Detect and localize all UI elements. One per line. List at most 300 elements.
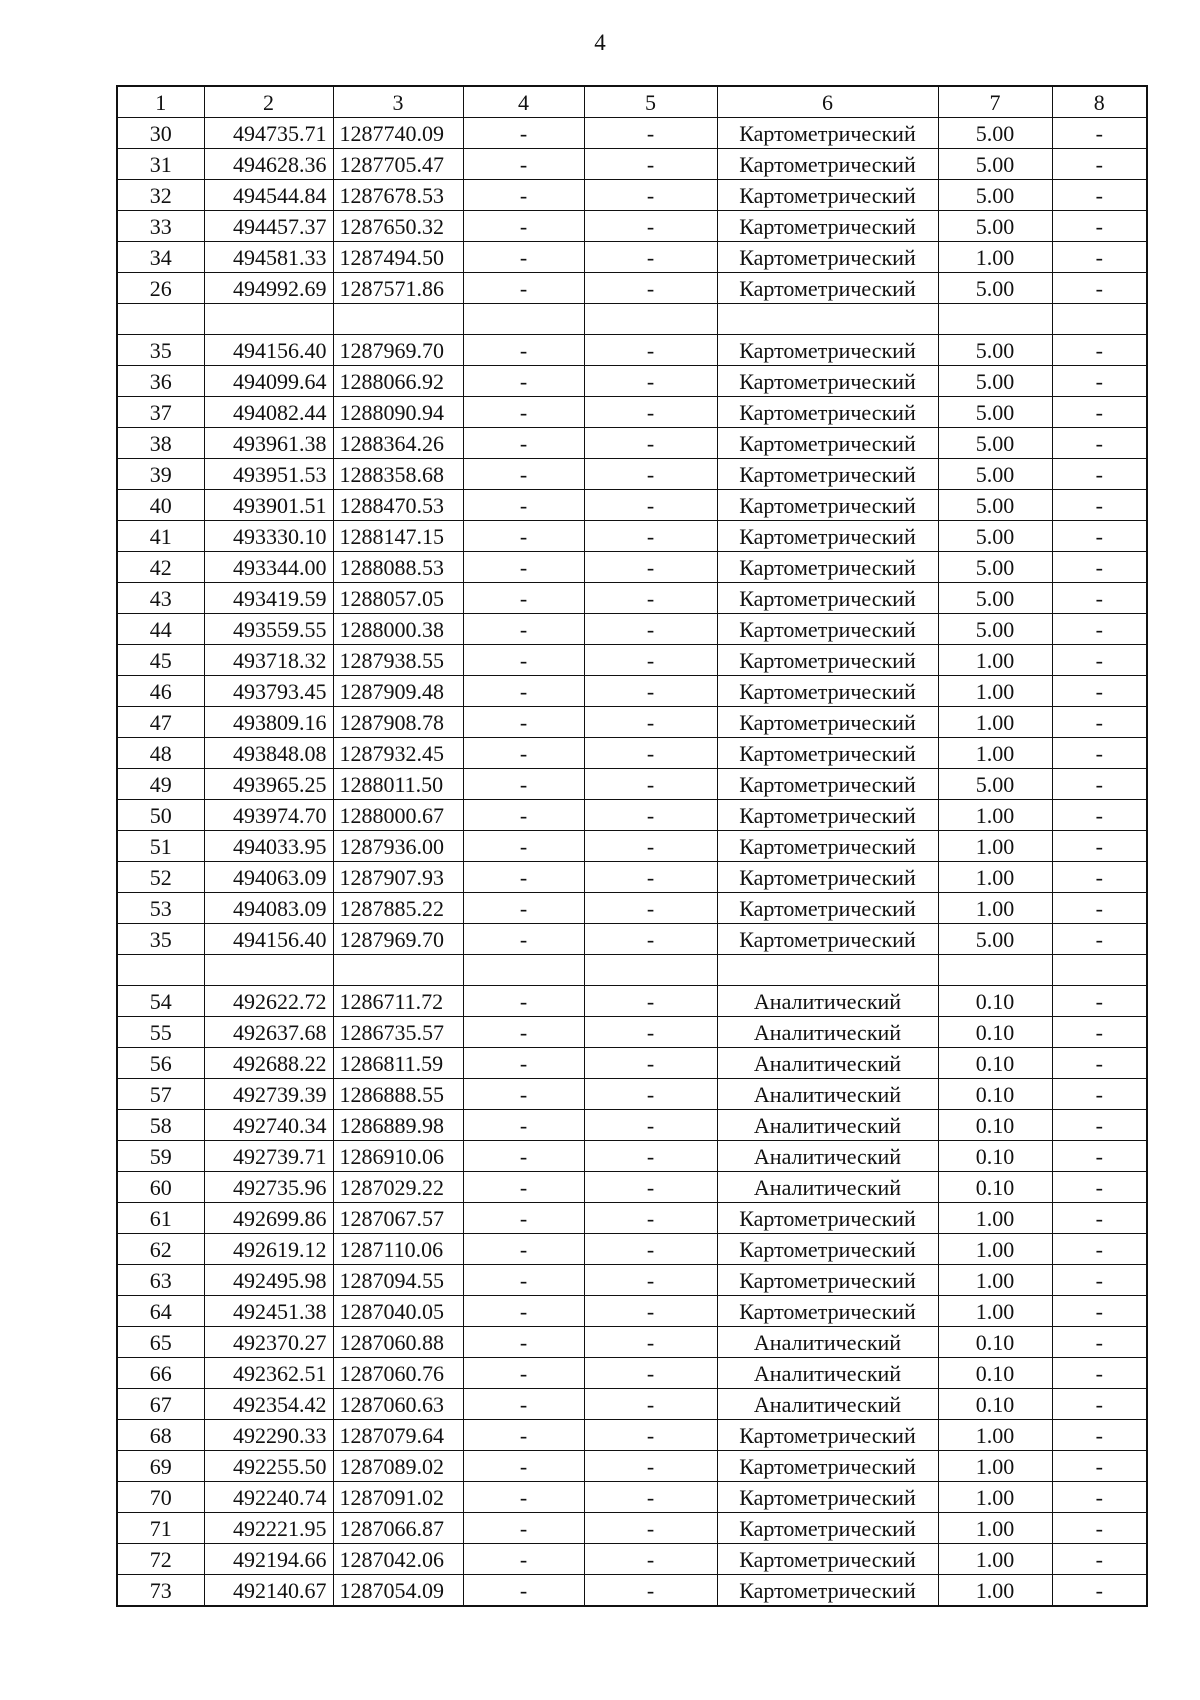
cell-accuracy: 0.10 xyxy=(938,1389,1052,1420)
table-row xyxy=(117,1234,1147,1265)
cell-col-5: - xyxy=(584,1482,717,1513)
cell-method: Картометрический xyxy=(717,1420,938,1451)
cell-col-5: - xyxy=(584,614,717,645)
cell-accuracy xyxy=(938,304,1052,335)
cell-point-number: 70 xyxy=(117,1482,204,1513)
cell-col-8: - xyxy=(1052,893,1147,924)
table-row xyxy=(117,242,1147,273)
cell-coord-y: 1288090.94 xyxy=(333,397,463,428)
table-row xyxy=(117,707,1147,738)
cell-col-5: - xyxy=(584,149,717,180)
cell-coord-x: 492495.98 xyxy=(204,1265,333,1296)
cell-coord-y: 1288011.50 xyxy=(333,769,463,800)
cell-point-number: 52 xyxy=(117,862,204,893)
cell-coord-x: 494992.69 xyxy=(204,273,333,304)
table-row xyxy=(117,1265,1147,1296)
cell-col-8: - xyxy=(1052,676,1147,707)
header-cell-coord-x: 2 xyxy=(204,86,333,118)
cell-point-number: 56 xyxy=(117,1048,204,1079)
table-row xyxy=(117,1451,1147,1482)
cell-method: Картометрический xyxy=(717,149,938,180)
cell-col-4: - xyxy=(463,862,584,893)
cell-method: Картометрический xyxy=(717,1544,938,1575)
table-row xyxy=(117,676,1147,707)
cell-point-number: 34 xyxy=(117,242,204,273)
cell-coord-y: 1287060.76 xyxy=(333,1358,463,1389)
cell-point-number: 54 xyxy=(117,986,204,1017)
cell-coord-x: 492735.96 xyxy=(204,1172,333,1203)
cell-coord-y: 1288000.67 xyxy=(333,800,463,831)
cell-coord-y: 1288057.05 xyxy=(333,583,463,614)
header-cell-coord-y: 3 xyxy=(333,86,463,118)
cell-coord-x xyxy=(204,304,333,335)
cell-coord-y: 1287094.55 xyxy=(333,1265,463,1296)
cell-col-5: - xyxy=(584,862,717,893)
cell-coord-y: 1286888.55 xyxy=(333,1079,463,1110)
cell-point-number: 36 xyxy=(117,366,204,397)
cell-point-number: 49 xyxy=(117,769,204,800)
cell-accuracy: 0.10 xyxy=(938,1172,1052,1203)
cell-accuracy: 5.00 xyxy=(938,211,1052,242)
table-row xyxy=(117,1017,1147,1048)
cell-accuracy: 5.00 xyxy=(938,769,1052,800)
cell-accuracy: 1.00 xyxy=(938,1420,1052,1451)
cell-method: Картометрический xyxy=(717,862,938,893)
cell-method: Картометрический xyxy=(717,893,938,924)
cell-coord-x: 492362.51 xyxy=(204,1358,333,1389)
cell-accuracy: 5.00 xyxy=(938,614,1052,645)
cell-col-8: - xyxy=(1052,1389,1147,1420)
cell-col-8: - xyxy=(1052,738,1147,769)
cell-method: Картометрический xyxy=(717,800,938,831)
cell-col-4: - xyxy=(463,1172,584,1203)
cell-coord-y: 1287969.70 xyxy=(333,335,463,366)
table-row xyxy=(117,1110,1147,1141)
cell-coord-y: 1288470.53 xyxy=(333,490,463,521)
cell-col-5: - xyxy=(584,242,717,273)
table-row xyxy=(117,862,1147,893)
cell-col-4: - xyxy=(463,986,584,1017)
cell-col-8: - xyxy=(1052,583,1147,614)
table-row xyxy=(117,521,1147,552)
cell-accuracy: 5.00 xyxy=(938,583,1052,614)
cell-accuracy: 1.00 xyxy=(938,1234,1052,1265)
cell-coord-y: 1287907.93 xyxy=(333,862,463,893)
table-row xyxy=(117,1296,1147,1327)
coordinates-table xyxy=(116,85,1148,1607)
table-row xyxy=(117,924,1147,955)
cell-method: Картометрический xyxy=(717,118,938,149)
cell-method: Картометрический xyxy=(717,521,938,552)
cell-coord-x: 492451.38 xyxy=(204,1296,333,1327)
header-cell-col-8: 8 xyxy=(1052,86,1147,118)
cell-coord-y: 1287079.64 xyxy=(333,1420,463,1451)
cell-point-number: 42 xyxy=(117,552,204,583)
cell-col-8: - xyxy=(1052,862,1147,893)
cell-col-5: - xyxy=(584,986,717,1017)
table-row xyxy=(117,304,1147,335)
cell-col-4 xyxy=(463,955,584,986)
cell-accuracy: 0.10 xyxy=(938,1358,1052,1389)
cell-coord-x: 493848.08 xyxy=(204,738,333,769)
cell-method xyxy=(717,304,938,335)
table-row xyxy=(117,149,1147,180)
header-row xyxy=(117,86,1147,118)
cell-col-4: - xyxy=(463,1451,584,1482)
cell-coord-y: 1288088.53 xyxy=(333,552,463,583)
cell-col-8: - xyxy=(1052,1265,1147,1296)
cell-coord-y xyxy=(333,955,463,986)
cell-col-5: - xyxy=(584,707,717,738)
table-row xyxy=(117,211,1147,242)
cell-accuracy xyxy=(938,955,1052,986)
cell-col-8 xyxy=(1052,304,1147,335)
cell-accuracy: 5.00 xyxy=(938,490,1052,521)
cell-col-4: - xyxy=(463,1110,584,1141)
cell-col-5: - xyxy=(584,1451,717,1482)
cell-method: Картометрический xyxy=(717,335,938,366)
cell-point-number: 26 xyxy=(117,273,204,304)
table-row xyxy=(117,552,1147,583)
cell-col-4: - xyxy=(463,707,584,738)
cell-point-number: 43 xyxy=(117,583,204,614)
cell-col-4: - xyxy=(463,273,584,304)
cell-col-8: - xyxy=(1052,769,1147,800)
cell-col-4 xyxy=(463,304,584,335)
cell-coord-x: 492370.27 xyxy=(204,1327,333,1358)
cell-col-5: - xyxy=(584,1172,717,1203)
cell-col-8 xyxy=(1052,955,1147,986)
cell-coord-x: 492740.34 xyxy=(204,1110,333,1141)
cell-col-8: - xyxy=(1052,1296,1147,1327)
cell-col-5: - xyxy=(584,521,717,552)
table-row xyxy=(117,366,1147,397)
cell-col-5: - xyxy=(584,1017,717,1048)
table-row xyxy=(117,118,1147,149)
cell-col-5: - xyxy=(584,1079,717,1110)
cell-coord-y: 1287029.22 xyxy=(333,1172,463,1203)
cell-col-4: - xyxy=(463,1048,584,1079)
cell-method: Картометрический xyxy=(717,242,938,273)
cell-col-8: - xyxy=(1052,1017,1147,1048)
cell-col-4: - xyxy=(463,738,584,769)
table-row xyxy=(117,1203,1147,1234)
cell-col-5: - xyxy=(584,1327,717,1358)
cell-accuracy: 1.00 xyxy=(938,1575,1052,1607)
cell-accuracy: 1.00 xyxy=(938,645,1052,676)
cell-coord-x: 494082.44 xyxy=(204,397,333,428)
cell-coord-x: 492688.22 xyxy=(204,1048,333,1079)
cell-col-8: - xyxy=(1052,490,1147,521)
cell-coord-y: 1287060.88 xyxy=(333,1327,463,1358)
cell-accuracy: 1.00 xyxy=(938,862,1052,893)
cell-col-8: - xyxy=(1052,800,1147,831)
cell-coord-x: 494033.95 xyxy=(204,831,333,862)
cell-col-4: - xyxy=(463,149,584,180)
cell-col-4: - xyxy=(463,614,584,645)
cell-coord-y: 1287042.06 xyxy=(333,1544,463,1575)
cell-accuracy: 1.00 xyxy=(938,242,1052,273)
cell-method: Картометрический xyxy=(717,583,938,614)
cell-method: Аналитический xyxy=(717,1079,938,1110)
cell-col-5: - xyxy=(584,1420,717,1451)
table-row xyxy=(117,459,1147,490)
cell-col-4: - xyxy=(463,1079,584,1110)
cell-method: Картометрический xyxy=(717,614,938,645)
cell-point-number: 40 xyxy=(117,490,204,521)
cell-coord-x: 492290.33 xyxy=(204,1420,333,1451)
cell-accuracy: 5.00 xyxy=(938,149,1052,180)
cell-col-5: - xyxy=(584,769,717,800)
cell-coord-y: 1287705.47 xyxy=(333,149,463,180)
cell-coord-x: 492255.50 xyxy=(204,1451,333,1482)
cell-method: Картометрический xyxy=(717,366,938,397)
table-row xyxy=(117,1048,1147,1079)
cell-col-8: - xyxy=(1052,397,1147,428)
cell-accuracy: 1.00 xyxy=(938,1203,1052,1234)
cell-point-number: 55 xyxy=(117,1017,204,1048)
cell-coord-x: 494083.09 xyxy=(204,893,333,924)
cell-col-5: - xyxy=(584,118,717,149)
cell-col-5: - xyxy=(584,1265,717,1296)
cell-col-4: - xyxy=(463,583,584,614)
cell-coord-y: 1287678.53 xyxy=(333,180,463,211)
cell-col-4: - xyxy=(463,1358,584,1389)
cell-accuracy: 1.00 xyxy=(938,1544,1052,1575)
cell-col-8: - xyxy=(1052,242,1147,273)
cell-point-number: 39 xyxy=(117,459,204,490)
cell-coord-y: 1287091.02 xyxy=(333,1482,463,1513)
cell-point-number: 68 xyxy=(117,1420,204,1451)
cell-col-4: - xyxy=(463,428,584,459)
cell-coord-x: 494156.40 xyxy=(204,924,333,955)
table-row xyxy=(117,1420,1147,1451)
table-row xyxy=(117,769,1147,800)
cell-point-number: 61 xyxy=(117,1203,204,1234)
cell-col-5: - xyxy=(584,335,717,366)
cell-coord-x: 492739.39 xyxy=(204,1079,333,1110)
cell-coord-y: 1287909.48 xyxy=(333,676,463,707)
cell-coord-y: 1287938.55 xyxy=(333,645,463,676)
cell-col-8: - xyxy=(1052,1575,1147,1607)
cell-method: Картометрический xyxy=(717,924,938,955)
cell-accuracy: 5.00 xyxy=(938,552,1052,583)
cell-col-8: - xyxy=(1052,1513,1147,1544)
cell-col-4: - xyxy=(463,676,584,707)
cell-coord-y: 1286811.59 xyxy=(333,1048,463,1079)
cell-method: Картометрический xyxy=(717,1575,938,1607)
cell-coord-x: 494544.84 xyxy=(204,180,333,211)
cell-coord-x: 493965.25 xyxy=(204,769,333,800)
table-row xyxy=(117,397,1147,428)
header-cell-point-number: 1 xyxy=(117,86,204,118)
cell-point-number: 62 xyxy=(117,1234,204,1265)
cell-method: Картометрический xyxy=(717,397,938,428)
table-row xyxy=(117,583,1147,614)
cell-accuracy: 0.10 xyxy=(938,1327,1052,1358)
cell-accuracy: 1.00 xyxy=(938,707,1052,738)
cell-col-4: - xyxy=(463,1513,584,1544)
cell-col-8: - xyxy=(1052,428,1147,459)
table-row xyxy=(117,428,1147,459)
cell-col-8: - xyxy=(1052,335,1147,366)
cell-method: Картометрический xyxy=(717,1513,938,1544)
table-row xyxy=(117,180,1147,211)
cell-point-number: 35 xyxy=(117,924,204,955)
cell-point-number: 32 xyxy=(117,180,204,211)
cell-method: Аналитический xyxy=(717,1141,938,1172)
table-row xyxy=(117,1358,1147,1389)
cell-point-number: 44 xyxy=(117,614,204,645)
cell-col-5: - xyxy=(584,1575,717,1607)
cell-col-4: - xyxy=(463,1389,584,1420)
cell-accuracy: 5.00 xyxy=(938,521,1052,552)
cell-method: Картометрический xyxy=(717,1296,938,1327)
cell-accuracy: 5.00 xyxy=(938,273,1052,304)
cell-col-4: - xyxy=(463,924,584,955)
cell-coord-y: 1287571.86 xyxy=(333,273,463,304)
cell-method: Картометрический xyxy=(717,707,938,738)
cell-col-4: - xyxy=(463,1327,584,1358)
table-row xyxy=(117,831,1147,862)
cell-coord-y: 1287908.78 xyxy=(333,707,463,738)
cell-col-4: - xyxy=(463,335,584,366)
cell-coord-y: 1287110.06 xyxy=(333,1234,463,1265)
cell-method: Аналитический xyxy=(717,986,938,1017)
cell-accuracy: 0.10 xyxy=(938,986,1052,1017)
cell-col-5: - xyxy=(584,738,717,769)
cell-col-5: - xyxy=(584,211,717,242)
cell-point-number: 57 xyxy=(117,1079,204,1110)
table-row xyxy=(117,1172,1147,1203)
cell-col-5: - xyxy=(584,583,717,614)
cell-method: Картометрический xyxy=(717,769,938,800)
cell-col-8: - xyxy=(1052,614,1147,645)
cell-method: Картометрический xyxy=(717,180,938,211)
cell-point-number: 51 xyxy=(117,831,204,862)
cell-accuracy: 1.00 xyxy=(938,1265,1052,1296)
cell-method xyxy=(717,955,938,986)
cell-col-4: - xyxy=(463,769,584,800)
cell-coord-y: 1287066.87 xyxy=(333,1513,463,1544)
cell-coord-y: 1286889.98 xyxy=(333,1110,463,1141)
cell-col-8: - xyxy=(1052,459,1147,490)
cell-point-number: 64 xyxy=(117,1296,204,1327)
cell-point-number: 47 xyxy=(117,707,204,738)
cell-method: Картометрический xyxy=(717,1234,938,1265)
cell-coord-y: 1288147.15 xyxy=(333,521,463,552)
cell-point-number: 63 xyxy=(117,1265,204,1296)
cell-coord-x: 494063.09 xyxy=(204,862,333,893)
cell-col-4: - xyxy=(463,1017,584,1048)
cell-coord-x: 494735.71 xyxy=(204,118,333,149)
cell-col-8: - xyxy=(1052,1358,1147,1389)
cell-method: Аналитический xyxy=(717,1017,938,1048)
cell-col-5: - xyxy=(584,1513,717,1544)
cell-coord-y: 1287885.22 xyxy=(333,893,463,924)
cell-col-8: - xyxy=(1052,180,1147,211)
header-cell-col-5: 5 xyxy=(584,86,717,118)
cell-method: Аналитический xyxy=(717,1389,938,1420)
cell-coord-y: 1287067.57 xyxy=(333,1203,463,1234)
cell-coord-x: 493419.59 xyxy=(204,583,333,614)
cell-col-4: - xyxy=(463,552,584,583)
cell-coord-x: 492637.68 xyxy=(204,1017,333,1048)
cell-col-4: - xyxy=(463,1544,584,1575)
table-row xyxy=(117,893,1147,924)
cell-col-8: - xyxy=(1052,1203,1147,1234)
cell-col-8: - xyxy=(1052,1172,1147,1203)
cell-method: Аналитический xyxy=(717,1110,938,1141)
cell-coord-x xyxy=(204,955,333,986)
cell-coord-x: 492140.67 xyxy=(204,1575,333,1607)
cell-col-5: - xyxy=(584,180,717,211)
cell-coord-x: 494581.33 xyxy=(204,242,333,273)
cell-accuracy: 5.00 xyxy=(938,397,1052,428)
cell-point-number xyxy=(117,955,204,986)
cell-col-8: - xyxy=(1052,521,1147,552)
table-row xyxy=(117,273,1147,304)
cell-accuracy: 5.00 xyxy=(938,428,1052,459)
cell-accuracy: 1.00 xyxy=(938,831,1052,862)
cell-coord-y: 1287740.09 xyxy=(333,118,463,149)
cell-col-5: - xyxy=(584,552,717,583)
cell-coord-y: 1287040.05 xyxy=(333,1296,463,1327)
cell-coord-x: 493718.32 xyxy=(204,645,333,676)
cell-coord-y: 1288358.68 xyxy=(333,459,463,490)
cell-accuracy: 1.00 xyxy=(938,738,1052,769)
cell-method: Картометрический xyxy=(717,831,938,862)
cell-coord-y: 1287969.70 xyxy=(333,924,463,955)
cell-accuracy: 5.00 xyxy=(938,459,1052,490)
cell-point-number: 30 xyxy=(117,118,204,149)
cell-col-8: - xyxy=(1052,1544,1147,1575)
cell-coord-y: 1288066.92 xyxy=(333,366,463,397)
cell-method: Картометрический xyxy=(717,1482,938,1513)
cell-method: Аналитический xyxy=(717,1172,938,1203)
cell-col-4: - xyxy=(463,645,584,676)
cell-coord-x: 493559.55 xyxy=(204,614,333,645)
cell-col-8: - xyxy=(1052,831,1147,862)
cell-coord-x: 492619.12 xyxy=(204,1234,333,1265)
cell-col-4: - xyxy=(463,1265,584,1296)
table-row xyxy=(117,645,1147,676)
cell-point-number: 48 xyxy=(117,738,204,769)
cell-coord-x: 493961.38 xyxy=(204,428,333,459)
table-row xyxy=(117,1482,1147,1513)
cell-accuracy: 5.00 xyxy=(938,366,1052,397)
cell-coord-x: 493330.10 xyxy=(204,521,333,552)
cell-col-5: - xyxy=(584,1358,717,1389)
cell-coord-y: 1287936.00 xyxy=(333,831,463,862)
cell-col-8: - xyxy=(1052,1141,1147,1172)
cell-accuracy: 5.00 xyxy=(938,180,1052,211)
cell-col-5: - xyxy=(584,676,717,707)
cell-col-4: - xyxy=(463,1420,584,1451)
cell-method: Картометрический xyxy=(717,273,938,304)
cell-coord-x: 492622.72 xyxy=(204,986,333,1017)
cell-col-8: - xyxy=(1052,645,1147,676)
cell-col-8: - xyxy=(1052,924,1147,955)
cell-point-number: 31 xyxy=(117,149,204,180)
cell-coord-x: 493809.16 xyxy=(204,707,333,738)
cell-point-number: 50 xyxy=(117,800,204,831)
cell-col-4: - xyxy=(463,490,584,521)
cell-point-number: 72 xyxy=(117,1544,204,1575)
cell-coord-x: 493793.45 xyxy=(204,676,333,707)
cell-point-number: 73 xyxy=(117,1575,204,1607)
cell-col-5: - xyxy=(584,1048,717,1079)
